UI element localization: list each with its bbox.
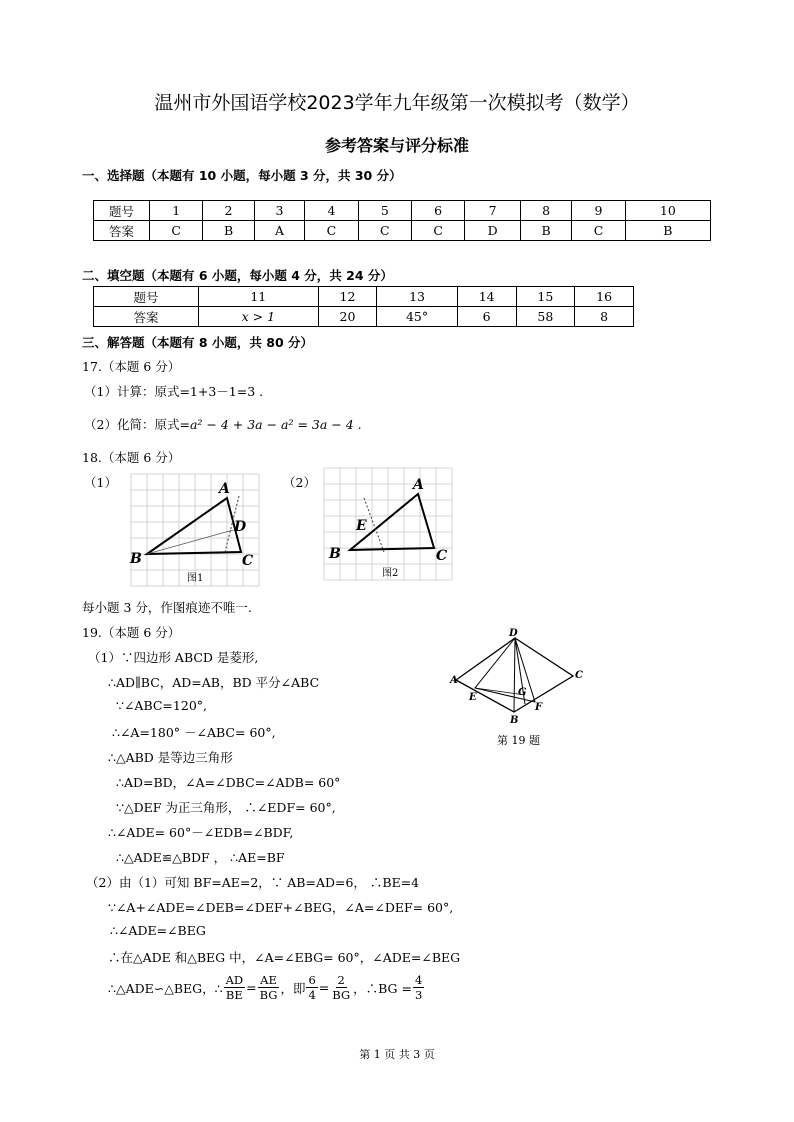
q19-line: ∴∠ADE=∠BEG — [110, 923, 206, 938]
row-label: 答案 — [94, 307, 199, 327]
section1-heading: 一、选择题（本题有 10 小题，每小题 3 分，共 30 分） — [82, 168, 402, 183]
q19-line: ∴∠A=180° －∠ABC= 60°, — [112, 725, 276, 740]
table-cell: 14 — [457, 287, 516, 307]
q19-line: ∵△DEF 为正三角形， ∴∠EDF= 60°, — [116, 800, 336, 815]
table-cell: 6 — [411, 201, 464, 221]
table-cell: C — [411, 221, 464, 241]
fraction-ad-be: $\frac{AD}{BE}$ — [225, 973, 244, 1002]
table-cell: 13 — [377, 287, 457, 307]
point-a-label: A — [450, 675, 458, 686]
point-b-label: B — [130, 551, 142, 567]
point-e-label: E — [469, 692, 477, 703]
table-cell: 1 — [150, 201, 203, 221]
q17-part2 — [84, 415, 362, 433]
point-b-label: B — [510, 715, 519, 726]
point-g-label: G — [518, 687, 527, 698]
q19-line: ∴AD∥BC，AD=AB，BD 平分∠ABC — [108, 675, 320, 690]
figure1-caption: 图1 — [187, 573, 204, 584]
point-d-label: D — [234, 519, 247, 535]
fraction-ae-bg: $\frac{AE}{BG}$ — [259, 973, 278, 1002]
point-a-label: A — [219, 481, 230, 497]
point-c-label: C — [242, 553, 254, 569]
table-cell: 45° — [377, 307, 457, 327]
q17-header: 17.（本题 6 分） — [82, 359, 181, 374]
table-cell: 4 — [305, 201, 358, 221]
row-label: 题号 — [94, 201, 150, 221]
table-cell: C — [358, 221, 411, 241]
point-a-label: A — [413, 477, 424, 493]
fill-answer-row — [94, 307, 634, 327]
table-cell: 58 — [516, 307, 575, 327]
table-cell: 11 — [199, 287, 319, 307]
q18-note: 每小题 3 分，作图痕迹不唯一. — [82, 600, 252, 615]
point-f-label: F — [535, 702, 543, 713]
section2-heading: 二、填空题（本题有 6 小题，每小题 4 分，共 24 分） — [82, 268, 393, 283]
q18-sub1-label: （1） — [84, 475, 117, 490]
q18-header: 18.（本题 6 分） — [82, 450, 181, 465]
row-label: 题号 — [94, 287, 199, 307]
section3-heading: 三、解答题（本题有 8 小题，共 80 分） — [82, 335, 314, 350]
point-d-label: D — [509, 628, 518, 639]
choice-question-row — [94, 201, 711, 221]
table-cell: C — [572, 221, 625, 241]
q19-line: ∵∠A+∠ADE=∠DEB=∠DEF+∠BEG，∠A=∠DEF= 60°, — [108, 900, 454, 915]
fill-answer-table — [93, 286, 634, 327]
table-cell: B — [203, 221, 254, 241]
point-c-label: C — [436, 548, 448, 564]
page-title: 温州市外国语学校2023学年九年级第一次模拟考（数学） — [154, 92, 640, 114]
conclusion-prefix: ∴△ADE∽△BEG，∴ — [108, 980, 223, 996]
equals-sign: = — [318, 980, 330, 995]
q18-figure1 — [125, 470, 270, 595]
conclusion-tail: ，∴BG = — [353, 980, 412, 996]
table-cell: 9 — [572, 201, 625, 221]
point-e-label: E — [356, 518, 367, 534]
table-cell: C — [305, 221, 358, 241]
table-cell: x > 1 — [199, 307, 319, 327]
q17-part2-prefix: （2）化简：原式= — [84, 417, 190, 432]
diagonal-bd — [514, 638, 515, 712]
table-cell: 8 — [575, 307, 634, 327]
q17-part2-expression: a² − 4 + 3a − a² = 3a − 4 . — [189, 417, 362, 432]
fraction-2-bg: $\frac{2}{BG}$ — [332, 973, 351, 1002]
q18-sub2-label: （2） — [283, 475, 316, 490]
fill-question-row — [94, 287, 634, 307]
conclusion-mid: ，即 — [280, 980, 306, 996]
table-cell: 10 — [625, 201, 710, 221]
q19-line: ∴AD=BD，∠A=∠DBC=∠ADB= 60° — [116, 775, 341, 790]
q19-line: ∵∠ABC=120°, — [116, 698, 207, 713]
table-cell: 7 — [465, 201, 521, 221]
page-footer: 第 1 页 共 3 页 — [359, 1048, 435, 1061]
q19-header: 19.（本题 6 分） — [82, 625, 181, 640]
row-label: 答案 — [94, 221, 150, 241]
table-cell: D — [465, 221, 521, 241]
point-b-label: B — [329, 546, 341, 562]
choice-answer-row — [94, 221, 711, 241]
equals-sign: = — [246, 980, 257, 995]
fraction-4-3: $\frac{4}{3}$ — [415, 973, 423, 1002]
q17-part1: （1）计算：原式=1+3－1=3 . — [84, 384, 264, 399]
q19-figure — [445, 626, 590, 751]
figure2-caption: 图2 — [382, 568, 399, 579]
q19-line: （1）∵四边形 ABCD 是菱形, — [88, 650, 259, 665]
q18-figure2 — [320, 464, 460, 586]
table-cell: 5 — [358, 201, 411, 221]
table-cell: 20 — [318, 307, 377, 327]
fraction-6-4: $\frac{6}{4}$ — [308, 973, 316, 1002]
q19-line: ∴在△ADE 和△BEG 中，∠A=∠EBG= 60°，∠ADE=∠BEG — [108, 950, 461, 965]
table-cell: 6 — [457, 307, 516, 327]
point-c-label: C — [575, 670, 583, 681]
table-cell: 2 — [203, 201, 254, 221]
table-cell: B — [520, 221, 571, 241]
table-cell: 15 — [516, 287, 575, 307]
table-cell: 16 — [575, 287, 634, 307]
table-cell: 12 — [318, 287, 377, 307]
choice-answer-table — [93, 200, 711, 241]
table-cell: C — [150, 221, 203, 241]
segment-bd — [147, 530, 233, 554]
q19-line: ∴△ABD 是等边三角形 — [108, 750, 233, 765]
q19-line: （2）由（1）可知 BF=AE=2，∵ AB=AD=6， ∴BE=4 — [86, 875, 420, 890]
q19-conclusion — [108, 973, 425, 1002]
table-cell: 8 — [520, 201, 571, 221]
table-cell: B — [625, 221, 710, 241]
figure-caption: 第 19 题 — [497, 734, 540, 747]
table-cell: 3 — [254, 201, 305, 221]
q19-line: ∴∠ADE= 60°－∠EDB=∠BDF, — [108, 825, 294, 840]
table-cell: A — [254, 221, 305, 241]
q19-line: ∴△ADE≌△BDF ， ∴AE=BF — [116, 850, 285, 865]
page-subtitle: 参考答案与评分标准 — [324, 136, 469, 155]
